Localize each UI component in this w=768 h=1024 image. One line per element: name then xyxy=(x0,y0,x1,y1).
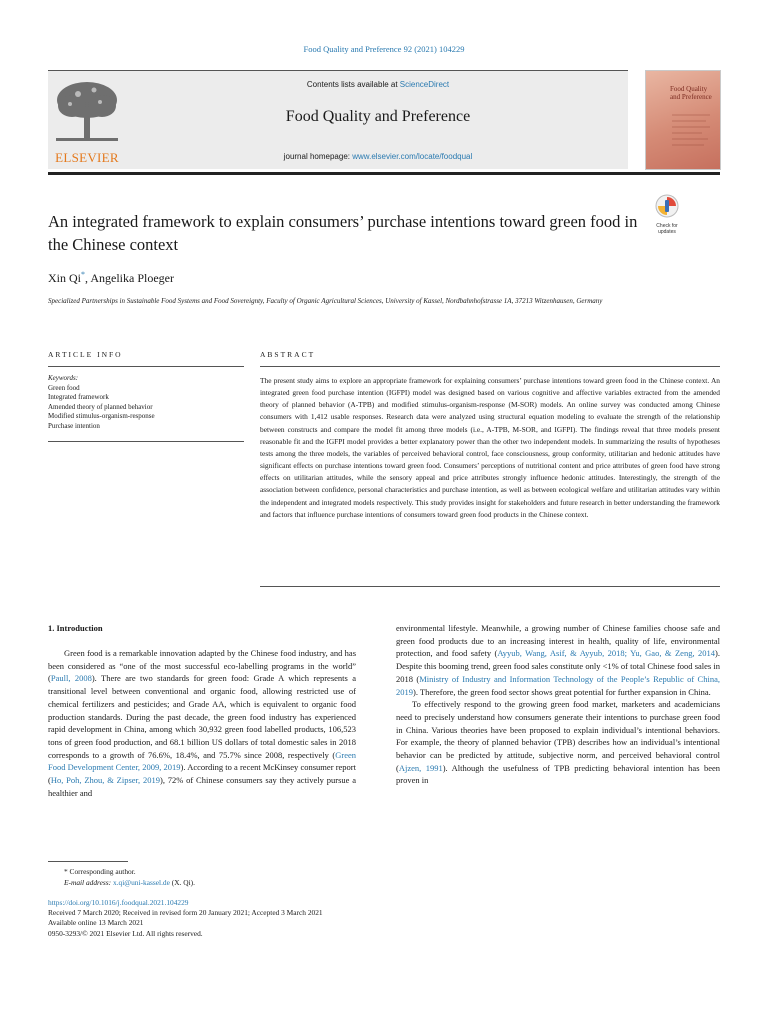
article-info-rule xyxy=(48,366,244,367)
author-list xyxy=(48,270,174,286)
body-text: To effectively respond to the growing green food market, marketers and academicians need to precisely understand how consumers generate their intentions to purchase green food in China. Various theories have been proposed to explain individual’s intentional behaviors. For example, the theory of planned behavior (TPB) describes how an individual’s intentional behavior can be predicted by attitude, subjective norm, and perceived behavioral control ( xyxy=(396,699,720,773)
body-text: ). According to a recent McKinsey consumer report ( xyxy=(48,762,356,786)
check-for-updates-badge[interactable] xyxy=(648,194,686,235)
citation-link[interactable]: Paull, 2008 xyxy=(50,673,92,684)
keyword-item: Purchase intention xyxy=(48,421,100,430)
citation-link[interactable]: Green Food Development Center, 2009, 2019 xyxy=(48,749,356,773)
check-updates-icon xyxy=(655,194,679,218)
citation-link[interactable]: Ministry of Industry and Information Technology of the People’s Republic of China, 2019 xyxy=(396,673,720,697)
journal-cover-thumbnail[interactable] xyxy=(645,70,721,170)
keyword-item: Amended theory of planned behavior xyxy=(48,402,153,411)
abstract-rule xyxy=(260,366,720,367)
email-label: E-mail address: xyxy=(64,878,113,887)
body-column-right xyxy=(396,622,720,787)
introduction-heading: 1. Introduction xyxy=(48,623,103,633)
keywords-block xyxy=(48,374,244,432)
body-text: ). Therefore, the green food sector shows great potential for further expansion in China. xyxy=(413,686,711,697)
body-text: ). Despite this booming trend, green food sales constitute only <1% of total Chinese food sales in 2018 ( xyxy=(396,648,720,684)
body-paragraph xyxy=(396,622,720,698)
body-text: ), 72% of Chinese consumers say they actively pursue a healthier and xyxy=(48,775,357,798)
abstract-text: The present study aims to explore an appropriate framework for explaining consumers’ purchase intentions toward green food in the Chinese context. An integrated green food purchase intention (IGFPI) model was designed based on various cognitive and affective variables extracted from the amended theory of planned behavior (A-TPB) and modified stimulus-organism-response (M-SOR) models. An online survey was conducted among Chinese consumers with 1,412 usable responses. Research data were analyzed using structural equation modeling to evaluate the strength of the relationship between constructs and compare the model fit among three models (i.e., A-TPB, M-SOR, and IGFPI). The findings reveal that three models present reasonable fit and the IGFPI model provides a better explanatory power than the other two independent models. In summarizing the results of hypotheses tests among the three models, the variables of perceived behavioral control, face consciousness, group conformity, utilitarian and hedonic attitudes have significant effects on purchase intentions toward green food. Consumers’ perceptions of nutritional content and price attributes of green food have strong effects on utilitarian attitudes, while the sensory appeal and price attributes strongly influence hedonic attitudes. Interestingly, the strength of the association between confidence, personal characteristics and purchase intention, as well as between ecological welfare and utilitarian attitudes vary within the independent and integrated models respectively. This study provides insight for stakeholders and future research in better understanding the framework and factors that influence purchase intentions of consumers toward green food products in the Chinese context. xyxy=(260,376,720,519)
article-title: An integrated framework to explain consumers’ purchase intentions toward green food in the Chinese context xyxy=(48,212,638,254)
received-dates: Received 7 March 2020; Received in revised form 20 January 2021; Accepted 3 March 2021 xyxy=(48,908,323,918)
email-note xyxy=(64,877,195,888)
body-paragraph xyxy=(48,647,356,799)
citation-link[interactable]: Ayyub, Wang, Asif, & Ayyub, 2018; Yu, Gao, & Zeng, 2014 xyxy=(497,648,716,659)
keyword-item: Green food xyxy=(48,383,80,392)
journal-title: Food Quality and Preference xyxy=(285,108,471,125)
corresponding-author-mark[interactable]: * xyxy=(81,270,85,279)
citation-link[interactable]: Ajzen, 1991 xyxy=(398,762,443,773)
body-column-left xyxy=(48,647,356,799)
author-name[interactable]: , Angelika Ploeger xyxy=(85,271,174,285)
footnotes xyxy=(64,866,195,888)
body-text: ). There are two standards for green food: Grade A which represents a transitional level between conventional and organic food, allowing restricted use of chemical fertilizers and pesticides; and Grade AA, which is equivalent to organic food production standards. During the past decade, the green food industry has experienced rapid development in China, among which 30,932 green food labelled products, 106,523 tons of green food production, and 68.1 billion US dollars of total domestic sales in 2018 corresponds to a growth of 76.6%, 18.4%, and 75.7% since 2008, respectively ( xyxy=(48,673,356,760)
copyright-notice: 0950-3293/© 2021 Elsevier Ltd. All rights reserved. xyxy=(48,928,203,938)
journal-citation[interactable]: Food Quality and Preference 92 (2021) 104229 xyxy=(303,44,465,54)
elsevier-wordmark: ELSEVIER xyxy=(55,150,119,165)
doi-link[interactable]: https://doi.org/10.1016/j.foodqual.2021.104229 xyxy=(48,898,189,907)
author-name[interactable]: Xin Qi xyxy=(48,271,81,285)
email-suffix: (X. Qi). xyxy=(169,878,195,887)
email-link[interactable]: x.qi@uni-kassel.de xyxy=(113,878,170,887)
body-paragraph xyxy=(396,698,720,787)
contents-available-line xyxy=(128,80,628,89)
check-updates-label: Check for updates xyxy=(656,223,678,235)
body-text: ). Although the usefulness of TPB predicting behavioral intention has been proven in xyxy=(396,762,721,786)
keyword-item: Integrated framework xyxy=(48,393,109,402)
footnote-rule xyxy=(48,861,128,862)
keywords-bottom-rule xyxy=(48,441,244,442)
article-metadata xyxy=(48,898,323,939)
abstract-heading: ABSTRACT xyxy=(260,350,316,359)
keywords-label: Keywords: xyxy=(48,374,79,382)
article-info-heading: ARTICLE INFO xyxy=(48,350,123,359)
header-rule xyxy=(48,172,720,175)
author-affiliation: Specialized Partnerships in Sustainable Food Systems and Food Sovereignty, Faculty of Organic Agricultural Sciences, University of Kassel, Nordbahnhofstrasse 1A, 37213 Witzenhausen, Germany xyxy=(48,297,603,305)
sciencedirect-link[interactable]: ScienceDirect xyxy=(399,80,450,89)
journal-homepage-line xyxy=(128,152,628,161)
cover-title: Food Quality and Preference xyxy=(670,85,712,101)
corresponding-author-note: * Corresponding author. xyxy=(64,867,136,876)
available-online-date: Available online 13 March 2021 xyxy=(48,918,144,928)
contents-prefix: Contents lists available at xyxy=(306,80,400,89)
body-text: Green food is a remarkable innovation adapted by the Chinese food industry, and has been considered as “one of the most successful eco-labelling programs in the world” ( xyxy=(48,648,356,684)
homepage-prefix: journal homepage: xyxy=(283,152,353,161)
body-text: environmental lifestyle. Meanwhile, a growing number of Chinese families choose safe and green food products due to an increasing interest in health, quality of life, environmental protection, and food safety ( xyxy=(396,623,720,659)
keyword-item: Modified stimulus-organism-response xyxy=(48,412,155,421)
abstract-bottom-rule xyxy=(260,586,720,587)
cover-text-lines-icon xyxy=(672,111,712,161)
citation-link[interactable]: Ho, Poh, Zhou, & Zipser, 2019 xyxy=(50,775,160,786)
journal-homepage-link[interactable]: www.elsevier.com/locate/foodqual xyxy=(352,152,473,161)
